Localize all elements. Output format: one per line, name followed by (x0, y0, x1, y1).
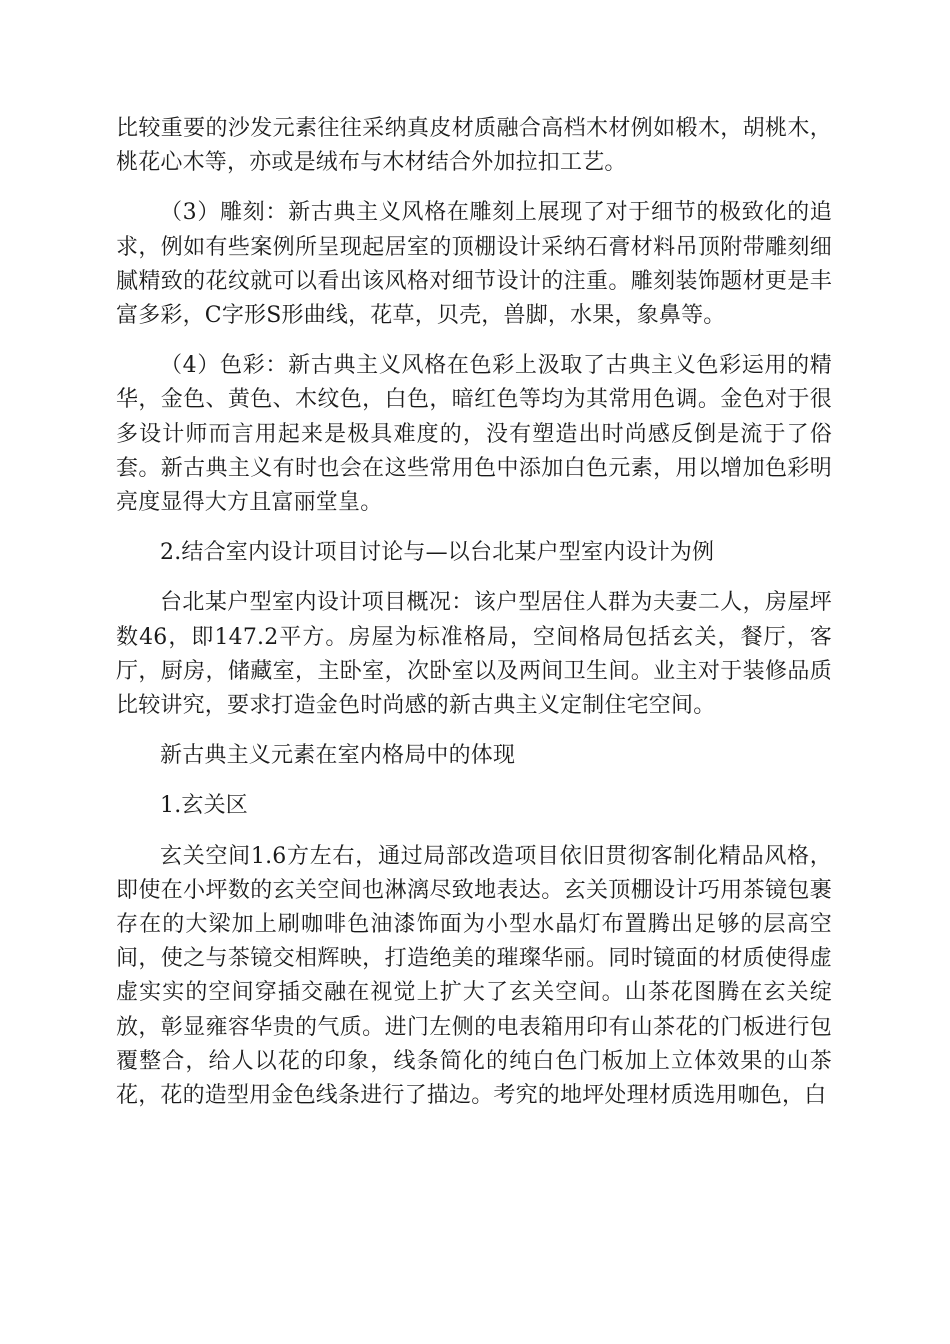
paragraph-sofa-materials: 比较重要的沙发元素往往采纳真皮材质融合高档木材例如椴木，胡桃木，桃花心木等，亦或是绒布与木材结合外加拉扣工艺。 (116, 116, 832, 176)
document-page (116, 112, 832, 1113)
paragraph-project-overview: 台北某户型室内设计项目概况：该户型居住人群为夫妻二人，房屋坪数46，即147.2平方。房屋为标准格局，空间格局包括玄关，餐厅，客厅，厨房，储藏室，主卧室，次卧室以及两间卫生间。业主对于装修品质比较讲究，要求打造金色时尚感的新古典主义定制住宅空间。 (116, 590, 832, 719)
section-heading-project: 2.结合室内设计项目讨论与—以台北某户型室内设计为例 (160, 540, 715, 566)
paragraph-entrance: 玄关空间1.6方左右，通过局部改造项目依旧贯彻客制化精品风格，即使在小坪数的玄关空间也淋漓尽致地表达。玄关顶棚设计巧用茶镜包裹存在的大梁加上刷咖啡色油漆饰面为小型水晶灯布置腾出足够的层高空间，使之与茶镜交相辉映，打造绝美的璀璨华丽。同时镜面的材质使得虚虚实实的空间穿插交融在视觉上扩大了玄关空间。山茶花图腾在玄关绽放，彰显雍容华贵的气质。进门左侧的电表箱用印有山茶花的门板进行包覆整合，给人以花的印象，线条简化的纯白色门板加上立体效果的山茶花，花的造型用金色线条进行了描边。考究的地坪处理材质选用咖色，白 (116, 843, 832, 1109)
paragraph-color: （4）色彩：新古典主义风格在色彩上汲取了古典主义色彩运用的精华，金色、黄色、木纹色，白色，暗红色等均为其常用色调。金色对于很多设计师而言用起来是极具难度的，没有塑造出时尚感反倒是流于了俗套。新古典主义有时也会在这些常用色中添加白色元素，用以增加色彩明亮度显得大方且富丽堂皇。 (116, 353, 832, 516)
section-heading-elements: 新古典主义元素在室内格局中的体现 (160, 743, 516, 769)
section-heading-entrance: 1.玄关区 (160, 793, 248, 819)
paragraph-carving: （3）雕刻：新古典主义风格在雕刻上展现了对于细节的极致化的追求，例如有些案例所呈现起居室的顶棚设计采纳石膏材料吊顶附带雕刻细腻精致的花纹就可以看出该风格对细节设计的注重。雕刻装饰题材更是丰富多彩，C字形S形曲线，花草，贝壳，兽脚，水果，象鼻等。 (116, 200, 832, 329)
